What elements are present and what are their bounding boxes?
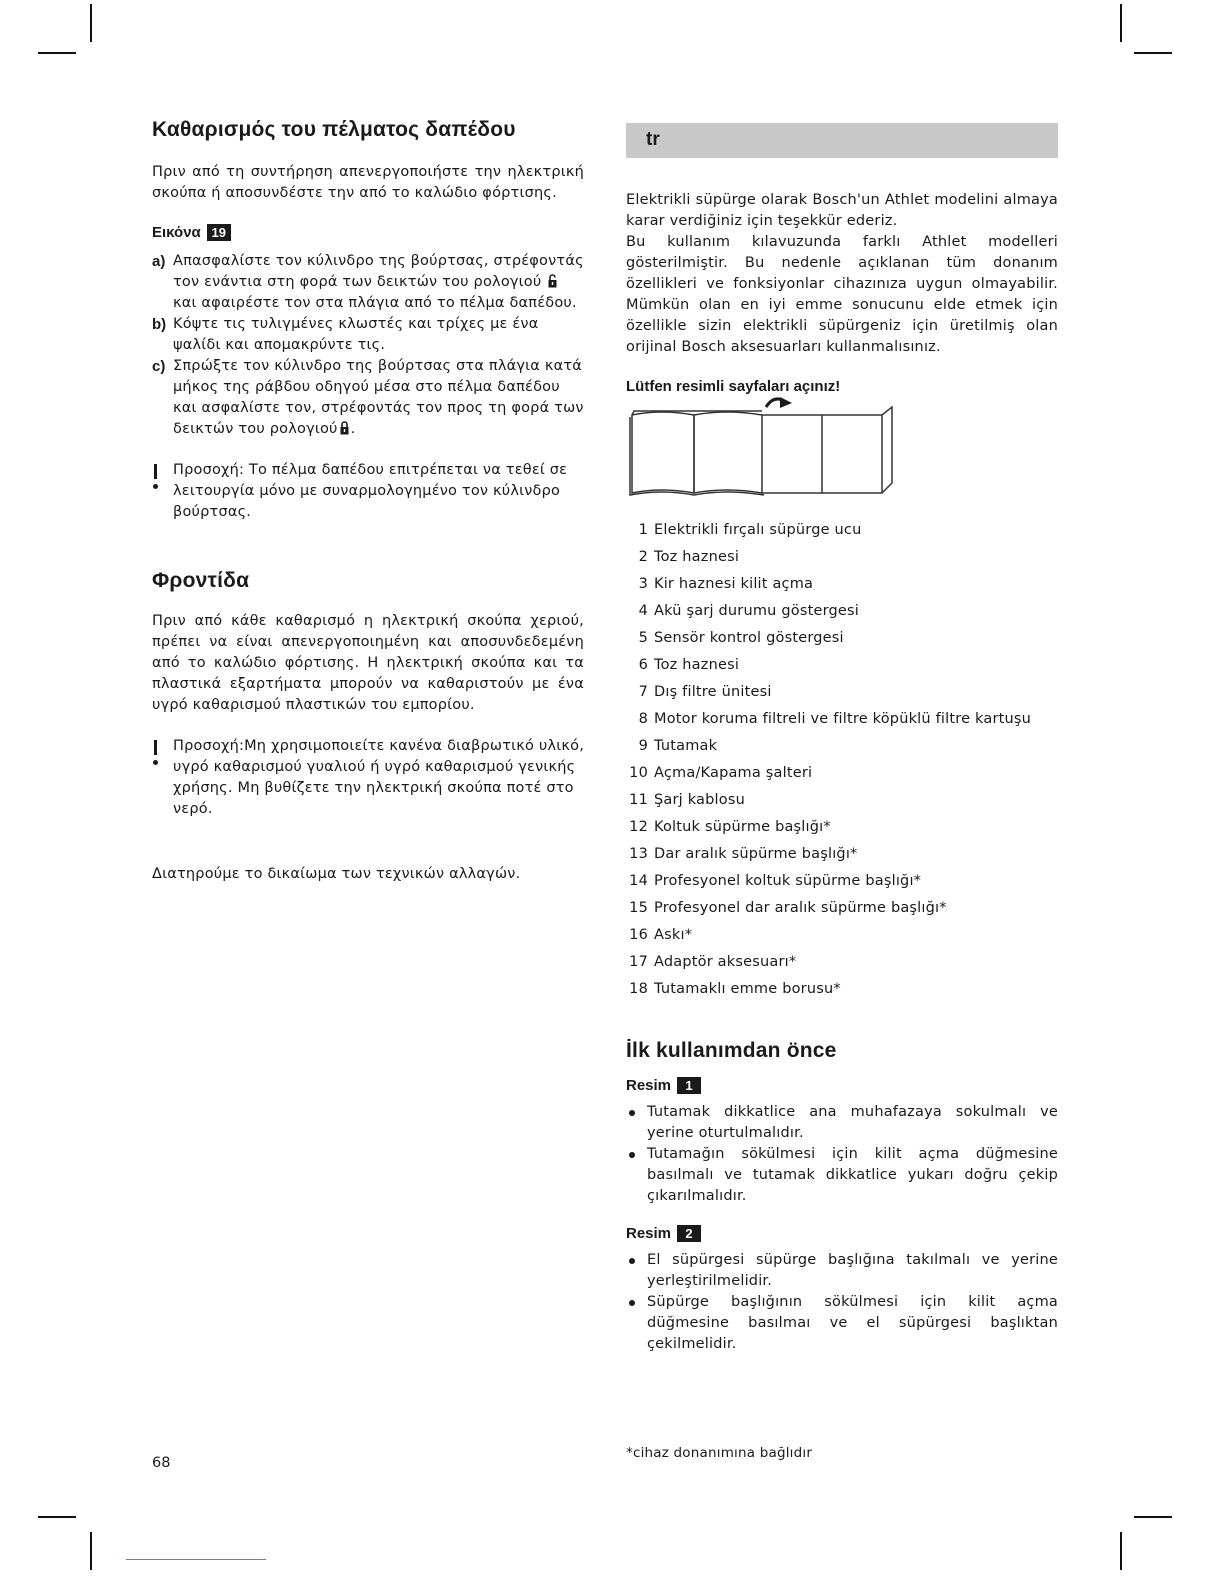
list-item: [626, 949, 1058, 976]
warning-text: Προσοχή:Μη χρησιμοποιείτε κανένα διαβρωτικό υλικό, υγρό καθαρισμού γυαλιού ή υγρό καθαρισμού γενικής χρήσης. Μη βυθίζετε την ηλεκτρική σκούπα ποτέ στο νερό.: [173, 738, 585, 817]
intro-paragraph: Elektrikli süpürge olarak Bosch'un Athlet modelini almaya karar verdiğiniz için teşekkür ederiz.: [626, 192, 1058, 229]
open-pages-note: Lütfen resimli sayfaları açınız!: [626, 378, 841, 395]
part-number: 3: [638, 576, 648, 592]
part-number: 10: [629, 765, 648, 781]
footnote: *cihaz donanımına bağlıdır: [626, 1445, 813, 1461]
part-label: Adaptör aksesuarı*: [654, 954, 797, 970]
step-text-part: .: [350, 421, 356, 437]
part-number: 1: [638, 522, 648, 538]
step-text-part: Απασφαλίστε τον κύλινδρο της βούρτσας, στρέφοντάς τον ενάντια στη φορά των δεικτών του ρολογιού: [173, 253, 584, 290]
list-item: [626, 679, 1058, 706]
part-label: Tutamaklı emme borusu*: [654, 981, 841, 997]
steps-list: [152, 251, 584, 440]
part-label: Elektrikli fırçalı süpürge ucu: [654, 522, 862, 538]
list-item: [626, 625, 1058, 652]
step-text: Κόψτε τις τυλιγμένες κλωστές και τρίχες με ένα ψαλίδι και απομακρύντε τις.: [173, 316, 539, 353]
part-label: Kir haznesi kilit açma: [654, 576, 814, 592]
figure-number-box: 2: [677, 1225, 701, 1242]
link-underline: [126, 1559, 266, 1560]
language-bar: [626, 123, 1058, 158]
rights-notice: Διατηρούμε το δικαίωμα των τεχνικών αλλαγών.: [152, 866, 521, 882]
bullet-icon: [626, 1250, 647, 1292]
section-title-first-use: İlk kullanımdan önce: [626, 1039, 837, 1062]
part-label: Akü şarj durumu göstergesi: [654, 603, 860, 619]
part-label: Şarj kablosu: [654, 792, 745, 808]
foldout-pages-illustration: [626, 397, 896, 501]
warning-text: Προσοχή: Το πέλμα δαπέδου επιτρέπεται να τεθεί σε λειτουργία μόνο με συναρμολογημένο τον κύλινδρο βούρτσας.: [173, 462, 568, 520]
bullet-icon: [626, 1292, 647, 1355]
part-label: Açma/Kapama şalteri: [654, 765, 813, 781]
list-item: [626, 868, 1058, 895]
crop-mark: [1120, 4, 1122, 42]
part-number: 14: [629, 873, 648, 889]
bullet-icon: [626, 1102, 647, 1144]
step-item: [152, 251, 584, 314]
list-item: [626, 841, 1058, 868]
right-column: [626, 118, 1058, 1355]
warning-block: [152, 736, 584, 820]
part-number: 6: [638, 657, 648, 673]
list-item: [626, 733, 1058, 760]
intro-paragraph: Πριν από τη συντήρηση απενεργοποιήστε την ηλεκτρική σκούπα ή αποσυνδέστε την από το καλώδιο φόρτισης.: [152, 164, 584, 201]
list-item: [626, 814, 1058, 841]
part-label: Dar aralık süpürme başlığı*: [654, 846, 858, 862]
part-number: 13: [629, 846, 648, 862]
page-number: 68: [152, 1455, 171, 1471]
crop-mark: [1134, 52, 1172, 54]
list-item: [626, 787, 1058, 814]
language-code: tr: [646, 129, 660, 150]
part-label: Askı*: [654, 927, 693, 943]
crop-mark: [90, 1532, 92, 1570]
left-column: [152, 118, 584, 885]
crop-mark: [1134, 1516, 1172, 1518]
parts-list: [626, 517, 1058, 1003]
crop-mark: [90, 4, 92, 42]
part-number: 2: [638, 549, 648, 565]
list-item: [626, 1102, 1058, 1144]
bullet-text: Tutamağın sökülmesi için kilit açma düğmesine basılmalı ve tutamak dikkatlice yukarı doğru çekip çıkarılmalıdır.: [647, 1146, 1058, 1204]
part-label: Toz haznesi: [654, 657, 740, 673]
bullet-text: El süpürgesi süpürge başlığına takılmalı ve yerine yerleştirilmelidir.: [647, 1252, 1058, 1289]
figure-label: [626, 1225, 1058, 1242]
part-number: 16: [629, 927, 648, 943]
part-label: Koltuk süpürme başlığı*: [654, 819, 831, 835]
step-text: [173, 356, 584, 440]
bullet-text: Süpürge başlığının sökülmesi için kilit açma düğmesine basılmaı ve el süpürgesi başlıktan çekilmelidir.: [647, 1294, 1058, 1352]
bullet-icon: [626, 1144, 647, 1207]
part-number: 8: [638, 711, 648, 727]
list-item: [626, 1144, 1058, 1207]
lock-icon: [340, 421, 349, 435]
list-item: [626, 1292, 1058, 1355]
crop-mark: [38, 1516, 76, 1518]
list-item: [626, 895, 1058, 922]
step-key: c): [152, 358, 166, 375]
exclamation-icon: [152, 460, 173, 523]
part-number: 15: [629, 900, 648, 916]
crop-mark: [38, 52, 76, 54]
part-number: 17: [629, 954, 648, 970]
step-key: a): [152, 253, 166, 270]
bullet-list: [626, 1250, 1058, 1355]
figure-label-text: Resim: [626, 1077, 672, 1094]
bullet-list: [626, 1102, 1058, 1207]
figure-label-text: Resim: [626, 1225, 672, 1242]
section-title-floor-cleaning: Καθαρισμός του πέλματος δαπέδου: [152, 118, 516, 141]
part-label: Motor koruma filtreli ve filtre köpüklü filtre kartuşu: [654, 711, 1032, 727]
figure-label-text: Εικόνα: [152, 224, 201, 241]
list-item: [626, 706, 1058, 733]
warning-block: [152, 460, 584, 523]
list-item: [626, 598, 1058, 625]
step-text: [173, 251, 584, 314]
part-label: Sensör kontrol göstergesi: [654, 630, 844, 646]
bullet-text: Tutamak dikkatlice ana muhafazaya sokulmalı ve yerine oturtulmalıdır.: [647, 1104, 1058, 1141]
unlock-icon: [548, 274, 557, 288]
part-label: Toz haznesi: [654, 549, 740, 565]
list-item: [626, 1250, 1058, 1292]
step-key: b): [152, 316, 167, 333]
intro-paragraph: Bu kullanım kılavuzunda farklı Athlet modelleri gösterilmiştir. Bu nedenle açıklanan tüm donanım özellikleri ve fonksiyonlar cihazınıza uygun olmayabilir. Mümkün olan en iyi emme sonucunu elde etmek için özellikle sizin elektrikli süpürgeniz için üretilmiş olan orijinal Bosch aksesuarları kullanmalısınız.: [626, 234, 1058, 355]
list-item: [626, 976, 1058, 1003]
list-item: [626, 760, 1058, 787]
part-number: 12: [629, 819, 648, 835]
part-number: 5: [638, 630, 648, 646]
part-number: 4: [638, 603, 648, 619]
list-item: [626, 544, 1058, 571]
part-label: Profesyonel dar aralık süpürme başlığı*: [654, 900, 947, 916]
part-number: 9: [638, 738, 648, 754]
step-item: [152, 314, 584, 356]
list-item: [626, 517, 1058, 544]
exclamation-icon: [152, 736, 173, 820]
part-number: 11: [629, 792, 648, 808]
list-item: [626, 652, 1058, 679]
step-item: [152, 356, 584, 440]
part-label: Tutamak: [654, 738, 718, 754]
figure-label: [626, 1077, 1058, 1094]
step-text-part: και αφαιρέστε τον στα πλάγια από το πέλμα δαπέδου.: [173, 295, 577, 311]
figure-label: [152, 224, 584, 241]
list-item: [626, 571, 1058, 598]
part-number: 7: [638, 684, 648, 700]
figure-number-box: 19: [207, 224, 231, 241]
step-text-part: Σπρώξτε τον κύλινδρο της βούρτσας στα πλάγια κατά μήκος της ράβδου οδηγού μέσα στο πέλμα δαπέδου και ασφαλίστε τον, στρέφοντάς τον προς τη φορά των δεικτών του ρολογιού: [173, 358, 584, 437]
care-paragraph: Πριν από κάθε καθαρισμό η ηλεκτρική σκούπα χεριού, πρέπει να είναι απενεργοποιημένη και αποσυνδεδεμένη από το καλώδιο φόρτισης. Η ηλεκτρική σκούπα και τα πλαστικά εξαρτήματα μπορούν να καθαριστούν με ένα υγρό καθαρισμού πλαστικών του εμπορίου.: [152, 613, 584, 713]
crop-mark: [1120, 1532, 1122, 1570]
section-title-care: Φροντίδα: [152, 569, 250, 592]
part-label: Profesyonel koltuk süpürme başlığı*: [654, 873, 922, 889]
figure-number-box: 1: [677, 1077, 701, 1094]
list-item: [626, 922, 1058, 949]
part-label: Dış filtre ünitesi: [654, 684, 772, 700]
part-number: 18: [629, 981, 648, 997]
